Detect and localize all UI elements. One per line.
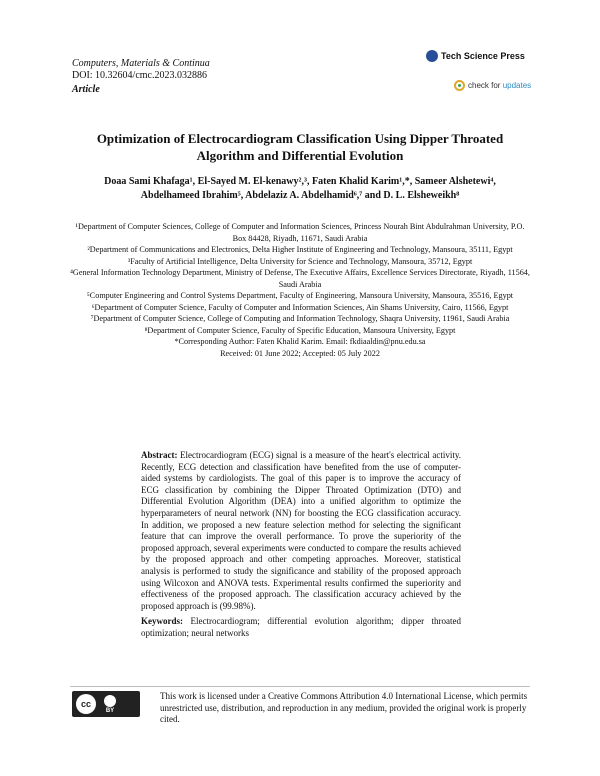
corresponding-author: *Corresponding Author: Faten Khalid Karim. Email: fkdiaaldin@pnu.edu.sa [174, 337, 426, 346]
abstract-text: Electrocardiogram (ECG) signal is a measure of the heart's electrical activity. Recently, ECG detection and classification have benefited from the use of computer-aided systems by cardiologists. The goal of this paper is to improve the accuracy of ECG classification by combining the Dipper Throated Optimization (DTO) and Differential Evolution Algorithm (DEA) into a unified algorithm to optimize the hyperparameters of neural network (NN) for boosting the ECG classification accuracy. In addition, we proposed a new feature selection method for selecting the significant feature that can improve the overall performance. To prove the superiority of the proposed approach, several experiments were conducted to compare the results achieved by the proposed approach and other competing approaches. Moreover, statistical analysis is performed to study the significance and stability of the proposed approach using Wilcoxon and ANOVA tests. Experimental results confirmed the superiority and effectiveness of the proposed approach. The classification accuracy achieved by the proposed approach is (99.98%). [141, 450, 461, 611]
article-type: Article [72, 84, 100, 95]
crossmark-icon [454, 80, 465, 91]
affiliation-8: ⁸Department of Computer Science, Faculty of Specific Education, Mansoura University, Egypt [144, 325, 456, 335]
affiliation-6: ⁶Department of Computer Science, Faculty of Computer and Information Sciences, Ain Shams University, Cairo, 11566, Egypt [91, 302, 509, 312]
doi[interactable]: DOI: 10.32604/cmc.2023.032886 [72, 70, 207, 81]
check-for-updates-badge[interactable] [454, 80, 531, 91]
keywords-text: Electrocardiogram; differential evolution algorithm; dipper throated optimization; neural networks [141, 616, 462, 638]
journal-name: Computers, Materials & Continua [72, 58, 210, 69]
attribution-icon [104, 695, 116, 707]
author-list: Doaa Sami Khafaga¹, El-Sayed M. El-kenawy²,³, Faten Khalid Karim¹,*, Sameer Alshetewi⁴, Abdelhameed Ibrahim⁵, Abdelaziz A. Abdelhamid⁶,⁷ and D. L. Elsheweikh⁸ [104, 176, 496, 201]
keywords [141, 616, 461, 639]
dates: Received: 01 June 2022; Accepted: 05 July 2022 [220, 348, 380, 358]
cc-icon: cc [76, 694, 96, 714]
affiliation-4: ⁴General Information Technology Department, Ministry of Defense, The Executive Affairs, Excellence Services Directorate, Riyadh, 11564, Saudi Arabia [70, 268, 530, 289]
crossmark-suffix: updates [502, 81, 532, 90]
abstract-label: Abstract: [141, 450, 178, 460]
abstract [141, 450, 461, 612]
crossmark-prefix: check for [468, 81, 501, 90]
license-text: This work is licensed under a Creative Commons Attribution 4.0 International License, which permits unrestricted use, distribution, and reproduction in any medium, provided the original work is properly cited. [160, 691, 528, 725]
affiliation-5: ⁵Computer Engineering and Control Systems Department, Faculty of Engineering, Mansoura University, Mansoura, 35516, Egypt [86, 291, 514, 300]
affiliation-7: ⁷Department of Computer Science, College of Computing and Information Technology, Shaqra University, 11961, Saudi Arabia [90, 314, 510, 323]
affiliation-3: ³Faculty of Artificial Intelligence, Delta University for Science and Technology, Mansoura, 35712, Egypt [127, 256, 473, 266]
publisher-name: Tech Science Press [441, 51, 525, 61]
publisher-logo [426, 50, 525, 62]
keywords-label: Keywords: [141, 616, 183, 626]
publisher-icon [426, 50, 438, 62]
affiliations [70, 221, 530, 359]
paper-title: Optimization of Electrocardiogram Classification Using Dipper Throated Algorithm and Differential Evolution [96, 131, 504, 163]
by-label: BY [105, 707, 115, 714]
affiliation-1: ¹Department of Computer Sciences, College of Computer and Information Sciences, Princess Nourah Bint Abdulrahman University, P.O. Box 84428, Riyadh, 11671, Saudi Arabia [75, 222, 525, 243]
license-divider [70, 686, 530, 687]
affiliation-2: ²Department of Communications and Electronics, Delta Higher Institute of Engineering and Technology, Mansoura, 35111, Egypt [87, 245, 513, 254]
cc-by-badge[interactable] [72, 691, 140, 717]
